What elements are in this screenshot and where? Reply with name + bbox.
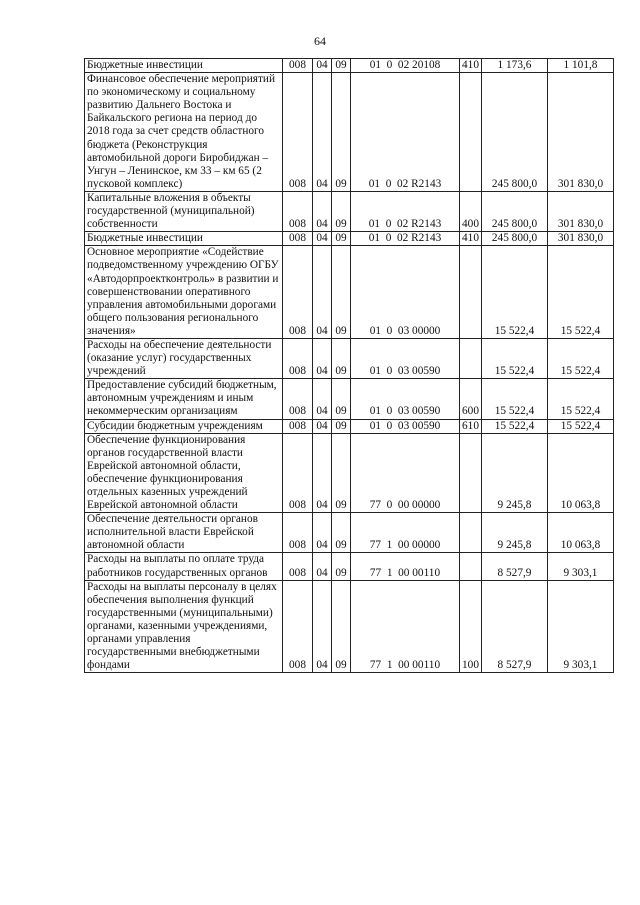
vr-code bbox=[460, 553, 482, 580]
table-row bbox=[85, 191, 614, 231]
rz-code: 04 bbox=[313, 232, 332, 246]
table-row bbox=[85, 419, 614, 433]
table-row bbox=[85, 433, 614, 513]
ved-code: 008 bbox=[283, 553, 313, 580]
amount-year-1: 1 173,6 bbox=[482, 59, 548, 73]
budget-table bbox=[84, 58, 614, 673]
vr-code bbox=[460, 73, 482, 192]
ved-code: 008 bbox=[283, 59, 313, 73]
pr-code: 09 bbox=[332, 513, 351, 553]
ved-code: 008 bbox=[283, 338, 313, 378]
page-number: 64 bbox=[314, 34, 326, 48]
ved-code: 008 bbox=[283, 580, 313, 673]
amount-year-2: 301 830,0 bbox=[548, 73, 614, 192]
amount-year-1: 8 527,9 bbox=[482, 553, 548, 580]
rz-code: 04 bbox=[313, 73, 332, 192]
row-name: Расходы на обеспечение деятельности (оказание услуг) государственных учреждений bbox=[85, 338, 283, 378]
amount-year-2: 15 522,4 bbox=[548, 419, 614, 433]
row-name: Финансовое обеспечение мероприятий по экономическому и социальному развитию Дальнего Востока и Байкальского региона на период до 2018 года за счет средств областного бюджета (Реконструкция автомобильной дороги Биробиджан – Унгун – Ленинское, км 33 – км 65 (2 пусковой комплекс) bbox=[85, 73, 283, 192]
table-row bbox=[85, 59, 614, 73]
amount-year-1: 15 522,4 bbox=[482, 379, 548, 419]
amount-year-2: 9 303,1 bbox=[548, 580, 614, 673]
ved-code: 008 bbox=[283, 379, 313, 419]
rz-code: 04 bbox=[313, 580, 332, 673]
csr-code: 77 1 00 00110 bbox=[351, 580, 460, 673]
pr-code: 09 bbox=[332, 580, 351, 673]
amount-year-2: 301 830,0 bbox=[548, 191, 614, 231]
pr-code: 09 bbox=[332, 433, 351, 513]
amount-year-2: 15 522,4 bbox=[548, 379, 614, 419]
amount-year-1: 245 800,0 bbox=[482, 232, 548, 246]
amount-year-2: 301 830,0 bbox=[548, 232, 614, 246]
ved-code: 008 bbox=[283, 232, 313, 246]
row-name: Бюджетные инвестиции bbox=[85, 232, 283, 246]
rz-code: 04 bbox=[313, 338, 332, 378]
vr-code: 410 bbox=[460, 59, 482, 73]
table-row bbox=[85, 338, 614, 378]
rz-code: 04 bbox=[313, 191, 332, 231]
pr-code: 09 bbox=[332, 379, 351, 419]
csr-code: 01 0 03 00590 bbox=[351, 338, 460, 378]
table-row bbox=[85, 513, 614, 553]
amount-year-1: 15 522,4 bbox=[482, 419, 548, 433]
amount-year-1: 245 800,0 bbox=[482, 191, 548, 231]
pr-code: 09 bbox=[332, 553, 351, 580]
table-row bbox=[85, 553, 614, 580]
amount-year-2: 15 522,4 bbox=[548, 338, 614, 378]
rz-code: 04 bbox=[313, 379, 332, 419]
row-name: Обеспечение функционирования органов государственной власти Еврейской автономной области, обеспечение функционирования отдельных казенных учреждений Еврейской автономной области bbox=[85, 433, 283, 513]
row-name: Субсидии бюджетным учреждениям bbox=[85, 419, 283, 433]
amount-year-2: 1 101,8 bbox=[548, 59, 614, 73]
ved-code: 008 bbox=[283, 433, 313, 513]
csr-code: 01 0 03 00590 bbox=[351, 419, 460, 433]
vr-code bbox=[460, 246, 482, 339]
vr-code: 610 bbox=[460, 419, 482, 433]
csr-code: 01 0 02 R2143 bbox=[351, 73, 460, 192]
csr-code: 77 0 00 00000 bbox=[351, 433, 460, 513]
csr-code: 01 0 02 20108 bbox=[351, 59, 460, 73]
csr-code: 01 0 03 00000 bbox=[351, 246, 460, 339]
ved-code: 008 bbox=[283, 419, 313, 433]
csr-code: 01 0 02 R2143 bbox=[351, 232, 460, 246]
vr-code bbox=[460, 433, 482, 513]
vr-code bbox=[460, 338, 482, 378]
pr-code: 09 bbox=[332, 246, 351, 339]
ved-code: 008 bbox=[283, 246, 313, 339]
row-name: Обеспечение деятельности органов исполнительной власти Еврейской автономной области bbox=[85, 513, 283, 553]
csr-code: 77 1 00 00110 bbox=[351, 553, 460, 580]
amount-year-2: 15 522,4 bbox=[548, 246, 614, 339]
row-name: Капитальные вложения в объекты государственной (муниципальной) собственности bbox=[85, 191, 283, 231]
rz-code: 04 bbox=[313, 59, 332, 73]
pr-code: 09 bbox=[332, 232, 351, 246]
vr-code bbox=[460, 513, 482, 553]
row-name: Расходы на выплаты по оплате труда работников государственных органов bbox=[85, 553, 283, 580]
pr-code: 09 bbox=[332, 419, 351, 433]
pr-code: 09 bbox=[332, 73, 351, 192]
table-row bbox=[85, 246, 614, 339]
row-name: Основное мероприятие «Содействие подведомственному учреждению ОГБУ «Автодорпроектконтроль» в развитии и совершенствовании оперативного управления автомобильными дорогами общего пользования регионального значения» bbox=[85, 246, 283, 339]
csr-code: 01 0 03 00590 bbox=[351, 379, 460, 419]
amount-year-1: 8 527,9 bbox=[482, 580, 548, 673]
row-name: Предоставление субсидий бюджетным, автономным учреждениям и иным некоммерческим организациям bbox=[85, 379, 283, 419]
row-name: Расходы на выплаты персоналу в целях обеспечения выполнения функций государственными (муниципальными) органами, казенными учреждениями, органами управления государственными внебюджетными фондами bbox=[85, 580, 283, 673]
rz-code: 04 bbox=[313, 553, 332, 580]
amount-year-1: 15 522,4 bbox=[482, 338, 548, 378]
table-row bbox=[85, 73, 614, 192]
amount-year-2: 10 063,8 bbox=[548, 433, 614, 513]
vr-code: 400 bbox=[460, 191, 482, 231]
pr-code: 09 bbox=[332, 59, 351, 73]
csr-code: 01 0 02 R2143 bbox=[351, 191, 460, 231]
csr-code: 77 1 00 00000 bbox=[351, 513, 460, 553]
rz-code: 04 bbox=[313, 246, 332, 339]
vr-code: 100 bbox=[460, 580, 482, 673]
amount-year-1: 245 800,0 bbox=[482, 73, 548, 192]
pr-code: 09 bbox=[332, 338, 351, 378]
amount-year-2: 9 303,1 bbox=[548, 553, 614, 580]
rz-code: 04 bbox=[313, 513, 332, 553]
row-name: Бюджетные инвестиции bbox=[85, 59, 283, 73]
vr-code: 600 bbox=[460, 379, 482, 419]
ved-code: 008 bbox=[283, 73, 313, 192]
ved-code: 008 bbox=[283, 191, 313, 231]
amount-year-1: 9 245,8 bbox=[482, 433, 548, 513]
table-row bbox=[85, 232, 614, 246]
ved-code: 008 bbox=[283, 513, 313, 553]
pr-code: 09 bbox=[332, 191, 351, 231]
table-row bbox=[85, 379, 614, 419]
amount-year-1: 9 245,8 bbox=[482, 513, 548, 553]
rz-code: 04 bbox=[313, 433, 332, 513]
table-row bbox=[85, 580, 614, 673]
amount-year-2: 10 063,8 bbox=[548, 513, 614, 553]
rz-code: 04 bbox=[313, 419, 332, 433]
amount-year-1: 15 522,4 bbox=[482, 246, 548, 339]
vr-code: 410 bbox=[460, 232, 482, 246]
